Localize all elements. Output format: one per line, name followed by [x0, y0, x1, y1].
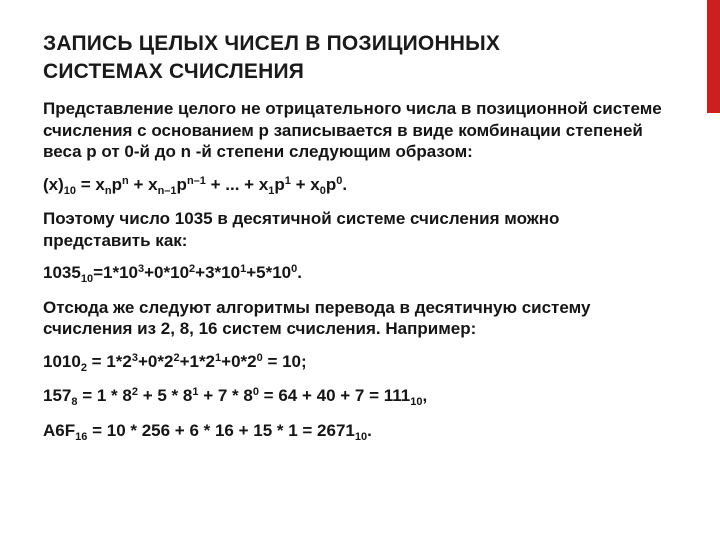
paragraph-decimal-intro: Поэтому число 1035 в десятичной системе счисления можно представить как: [43, 209, 560, 250]
formula-hex: $A6F_{16} = 10 * 256 + 6 * 16 + 15 * 1 = 2671_{10}$. [43, 420, 372, 443]
formula-octal: $157_8 = 1 * 8^2 + 5 * 8^1 + 7 * 8^0 = 64 + 40 + 7 = 111_{10}$, [43, 386, 428, 408]
title-line-1: ЗАПИСЬ ЦЕЛЫХ ЧИСЕЛ В ПОЗИЦИОННЫХ [43, 32, 501, 55]
title-line-2: СИСТЕМАХ СЧИСЛЕНИЯ [43, 60, 305, 83]
formula-binary: $1010_2 = 1*2^3+0*2^2+1*2^1+0*2^0 = 10$; [43, 351, 307, 374]
formula-general: $(x)_{10} = x_np^n + x_{n-1}p^{n-1}$ + ... + $x_1p^1 + x_0p^0$. [43, 174, 348, 197]
paragraph-algorithms: Отсюда же следуют алгоритмы перевода в десятичную систему счисления из 2, 8, 16 систем счисления. Например: [43, 297, 591, 338]
slide-title [43, 30, 683, 86]
formula-decimal: $1035_{10}=1*10^3+0*10^2+3*10^1+5*10^0$. [43, 263, 302, 285]
accent-bar [707, 0, 720, 113]
paragraph-representation: Представление целого не отрицательного числа в позиционной системе счисления с основанием p записывается в виде комбинации степеней веса p от 0-й до n -й степени следующим образом: [43, 99, 662, 161]
slide-body [43, 98, 663, 454]
